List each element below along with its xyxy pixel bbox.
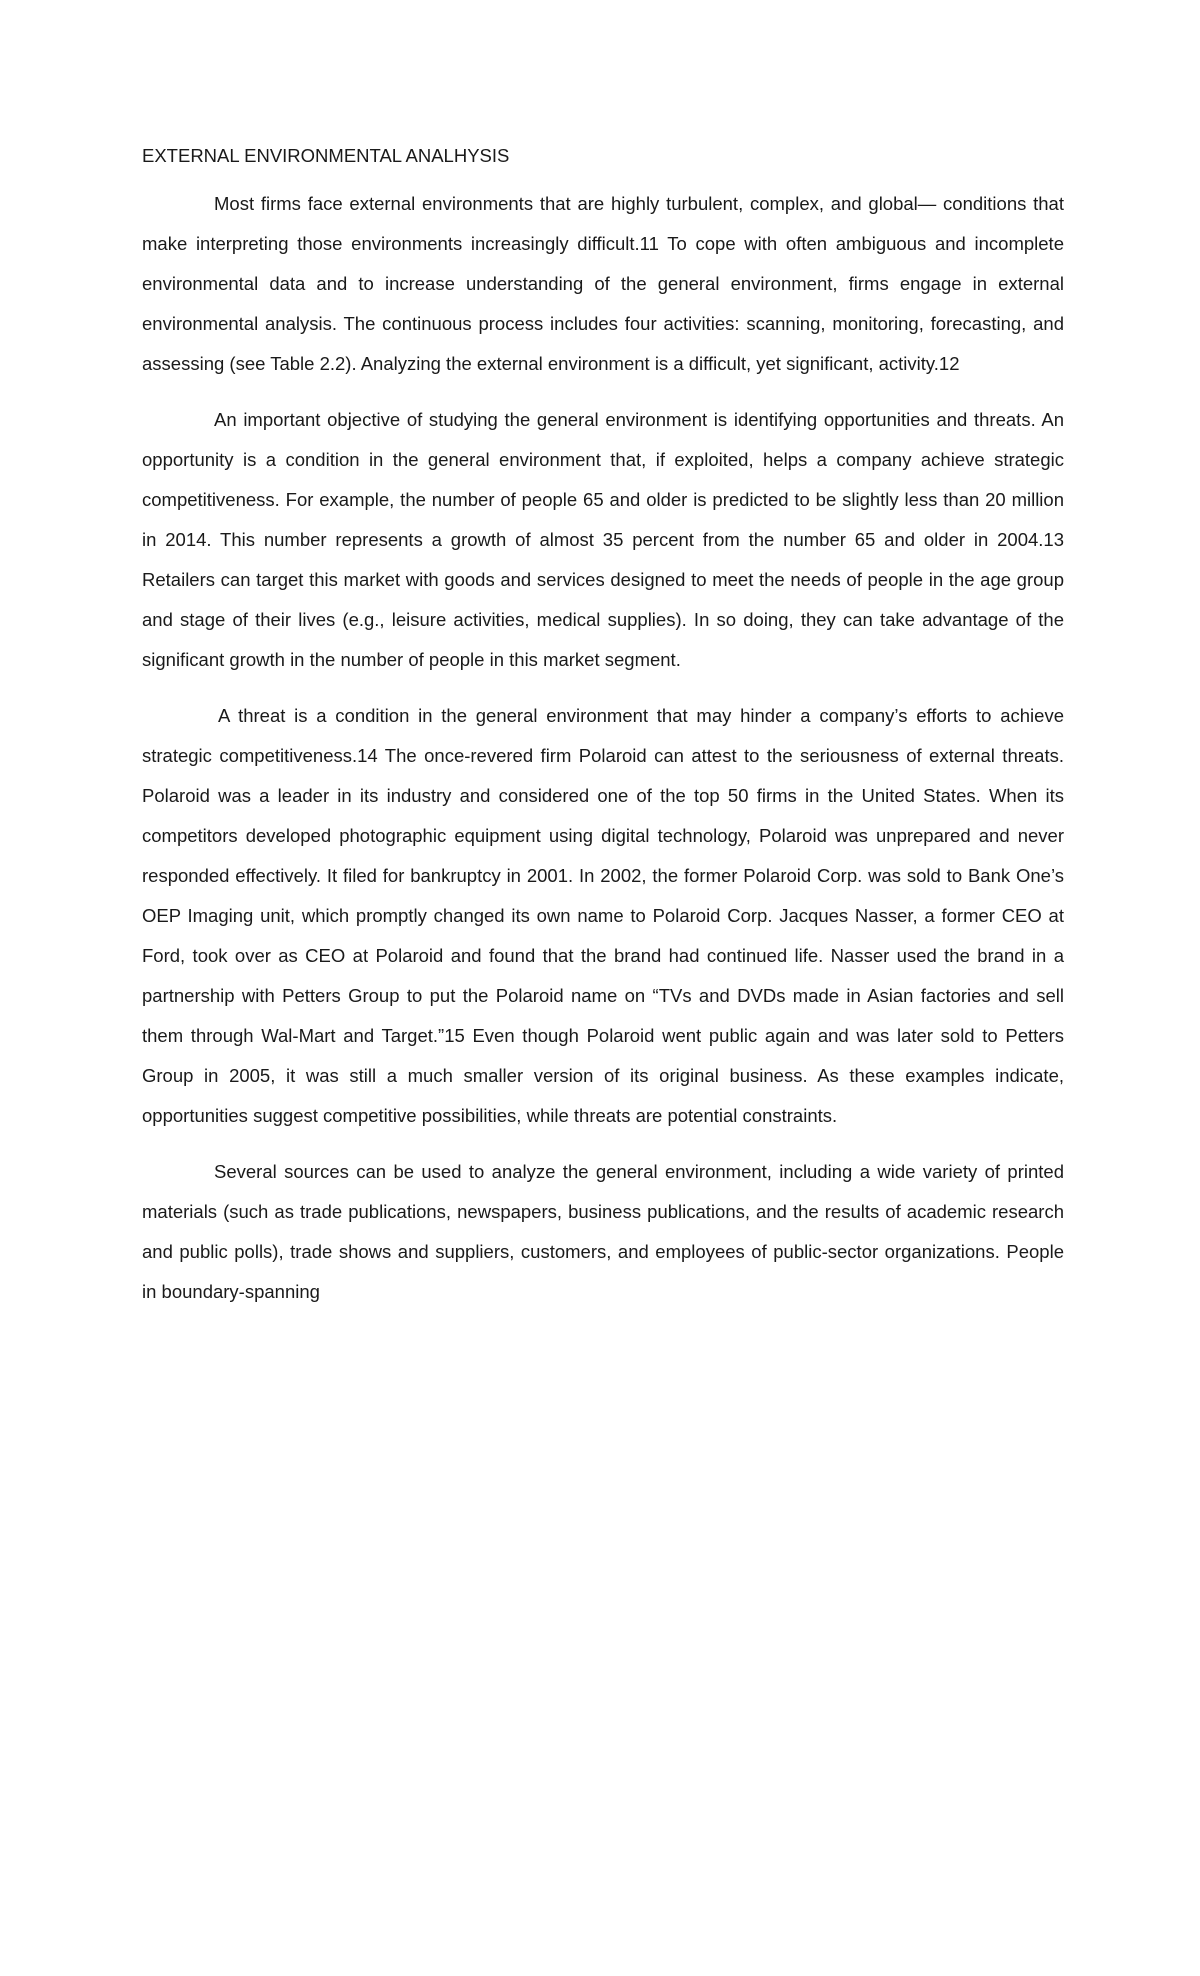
paragraph-threats: A threat is a condition in the general environment that may hinder a company’s efforts to achieve strategic competitiveness.14 The once-revered firm Polaroid can attest to the seriousness of external threats. Polaroid was a leader in its industry and considered one of the top 50 firms in the United States. When its competitors developed photographic equipment using digital technology, Polaroid was unprepared and never responded effectively. It filed for bankruptcy in 2001. In 2002, the former Polaroid Corp. was sold to Bank One’s OEP Imaging unit, which promptly changed its own name to Polaroid Corp. Jacques Nasser, a former CEO at Ford, took over as CEO at Polaroid and found that the brand had continued life. Nasser used the brand in a partnership with Petters Group to put the Polaroid name on “TVs and DVDs made in Asian factories and sell them through Wal-Mart and Target.”15 Even though Polaroid went public again and was later sold to Petters Group in 2005, it was still a much smaller version of its original business. As these examples indicate, opportunities suggest competitive possibilities, while threats are potential constraints. xyxy=(142,705,1064,1126)
paragraph-opportunities: An important objective of studying the general environment is identifying opportunities and threats. An opportunity is a condition in the general environment that, if exploited, helps a company achieve strategic competitiveness. For example, the number of people 65 and older is predicted to be slightly less than 20 million in 2014. This number represents a growth of almost 35 percent from the number 65 and older in 2004.13 Retailers can target this market with goods and services designed to meet the needs of people in the age group and stage of their lives (e.g., leisure activities, medical supplies). In so doing, they can take advantage of the significant growth in the number of people in this market segment. xyxy=(142,409,1064,670)
paragraph-external-environments: Most firms face external environments that are highly turbulent, complex, and global— conditions that make interpreting those environments increasingly difficult.11 To cope with often ambiguous and incomplete environmental data and to increase understanding of the general environment, firms engage in external environmental analysis. The continuous process includes four activities: scanning, monitoring, forecasting, and assessing (see Table 2.2). Analyzing the external environment is a difficult, yet significant, activity.12 xyxy=(142,193,1064,374)
document-body xyxy=(142,142,1064,1312)
paragraph-sources: Several sources can be used to analyze the general environment, including a wide variety of printed materials (such as trade publications, newspapers, business publications, and the results of academic research and public polls), trade shows and suppliers, customers, and employees of public-sector organizations. People in boundary-spanning xyxy=(142,1161,1064,1302)
document-title: EXTERNAL ENVIRONMENTAL ANALHYSIS xyxy=(142,145,510,166)
